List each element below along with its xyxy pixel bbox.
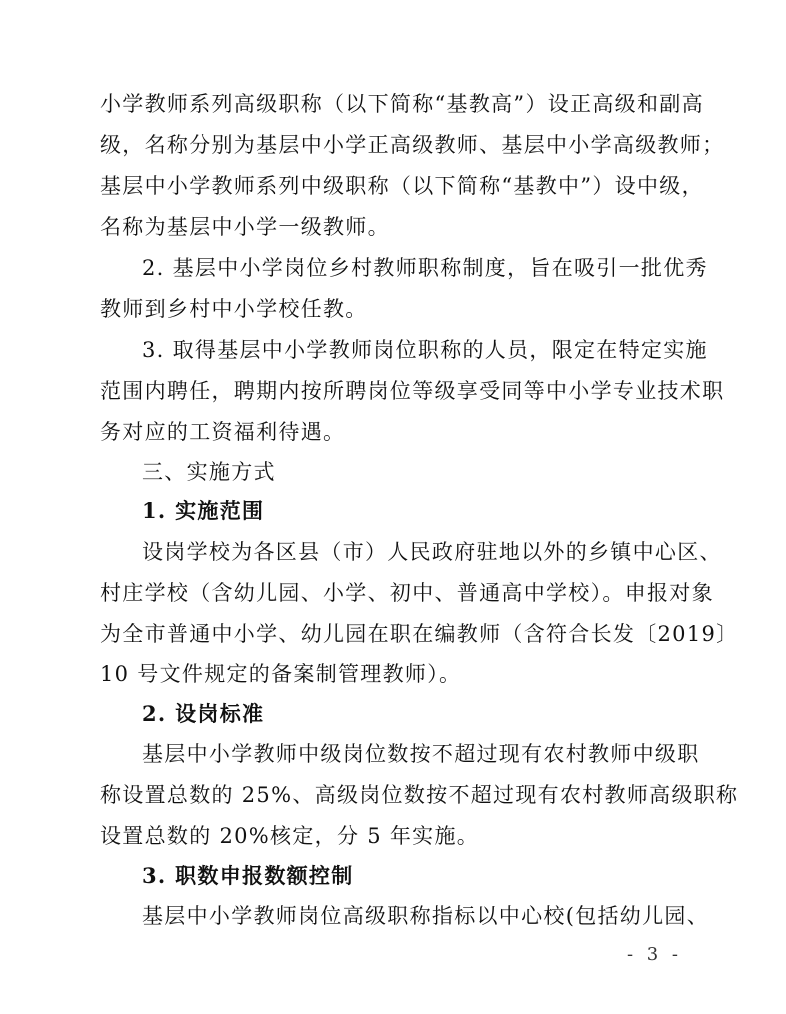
text-line: 名称为基层中小学一级教师。 [100, 215, 390, 239]
sub-heading: 3. 职数申报数额控制 [142, 863, 354, 888]
text-line: 设岗学校为各区县（市）人民政府驻地以外的乡镇中心区、 [142, 540, 722, 564]
sub-heading: 2. 设岗标准 [142, 701, 265, 726]
text-line: 10 号文件规定的备案制管理教师）。 [100, 662, 462, 686]
text-line: 级，名称分别为基层中小学正高级教师、基层中小学高级教师； [100, 133, 725, 157]
text-line: 基层中小学教师岗位高级职称指标以中心校(包括幼儿园、 [142, 904, 709, 928]
sub-heading: 1. 实施范围 [142, 498, 265, 523]
text-line: 村庄学校（含幼儿园、小学、初中、普通高中学校）。申报对象 [100, 581, 714, 605]
text-line: 设置总数的 20%核定，分 5 年实施。 [100, 824, 480, 848]
text-line: 范围内聘任，聘期内按所聘岗位等级享受同等中小学专业技术职 [100, 379, 725, 403]
text-line: 称设置总数的 25%、高级岗位数按不超过现有农村教师高级职称 [100, 783, 739, 807]
text-line: 3. 取得基层中小学教师岗位职称的人员，限定在特定实施 [142, 338, 708, 362]
text-line: 基层中小学教师中级岗位数按不超过现有农村教师中级职 [142, 742, 700, 766]
text-line: 务对应的工资福利待遇。 [100, 420, 346, 444]
text-line: 为全市普通中小学、幼儿园在职在编教师（含符合长发〔2019〕 [100, 622, 739, 646]
section-heading: 三、实施方式 [142, 460, 276, 484]
text-line: 小学教师系列高级职称（以下简称“基教高”）设正高级和副高 [100, 92, 704, 116]
text-line: 教师到乡村中小学校任教。 [100, 297, 368, 321]
text-line: 基层中小学教师系列中级职称（以下简称“基教中”）设中级， [100, 174, 704, 198]
page-number: - 3 - [626, 944, 682, 965]
text-line: 2. 基层中小学岗位乡村教师职称制度，旨在吸引一批优秀 [142, 256, 708, 280]
